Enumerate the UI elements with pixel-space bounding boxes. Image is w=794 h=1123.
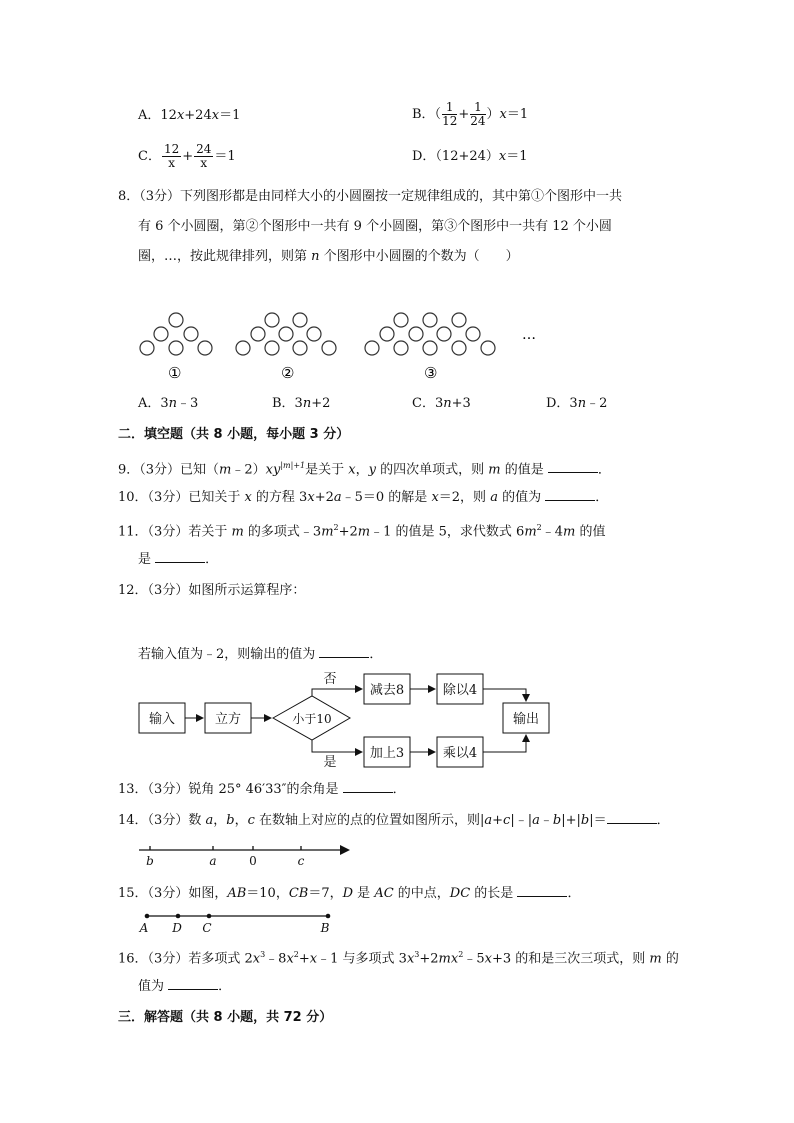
section-heading-fill-blank: 二．填空题（共 8 小题，每小题 3 分） — [118, 427, 350, 442]
small-circle — [437, 327, 451, 341]
fraction: $\frac{1}{12}$ — [442, 100, 458, 128]
q13: 13．（3分）锐角 25° 46′33″的余角是 ． — [118, 782, 406, 797]
small-circle — [251, 327, 265, 341]
q8-option-a: A．3n﹣3 — [138, 396, 199, 411]
small-circle — [169, 313, 183, 327]
arrow-icon — [340, 845, 350, 855]
point-label: A — [139, 921, 149, 935]
circle-pattern-figure — [130, 305, 550, 385]
small-circle — [452, 341, 466, 355]
small-circle — [409, 327, 423, 341]
answer-blank — [548, 460, 598, 473]
small-circle — [184, 327, 198, 341]
small-circle — [423, 341, 437, 355]
fraction: $\frac{1}{24}$ — [470, 100, 486, 128]
answer-blank — [607, 811, 657, 824]
small-circle — [452, 313, 466, 327]
yes-label: 是 — [323, 755, 337, 770]
point-label: D — [172, 921, 182, 935]
q16-line2: 值为 ． — [138, 979, 232, 994]
input-label: 输入 — [148, 712, 176, 727]
figure-label: ① — [168, 364, 182, 382]
q14: 14．（3分）数 a，b，c 在数轴上对应的点的位置如图所示，则|a+c|﹣|a﹣b|+|b|＝ ． — [118, 813, 670, 828]
q8-line2: 有 6 个小圆圈，第②个图形中一共有 9 个小圆圈，第③个图形中一共有 12 个小圆 — [138, 219, 612, 234]
q7-option-d: D．（12+24）x＝1 — [412, 149, 528, 164]
small-circle — [169, 341, 183, 355]
small-circle — [466, 327, 480, 341]
q8-line3: 圈，…，按此规律排列，则第 n 个图形中小圆圈的个数为（ ） — [138, 249, 519, 264]
ellipsis: … — [522, 327, 536, 343]
section-heading-solve: 三．解答题（共 8 小题，共 72 分） — [118, 1010, 333, 1025]
small-circle — [394, 341, 408, 355]
figure-label: ③ — [424, 364, 438, 382]
small-circle — [365, 341, 379, 355]
q8-option-c: C．3n+3 — [412, 396, 471, 411]
point-label: B — [320, 921, 330, 935]
no-label: 否 — [323, 672, 337, 687]
answer-blank — [168, 977, 218, 990]
fraction: $\frac{12}{x}$ — [163, 142, 180, 170]
figure-label: ② — [281, 364, 295, 382]
answer-blank — [319, 645, 369, 658]
q16-line1: 16．（3分）若多项式 $2x^3﹣8x^2+x﹣1$ 与多项式 $3x^3+2mx^2﹣5x+3$ 的和是三次三项式，则 m 的 — [118, 950, 679, 967]
add-3-label: 加上3 — [369, 746, 405, 761]
q10: 10．（3分）已知关于 x 的方程 3x+2a﹣5＝0 的解是 x＝2，则 a 的值为 ． — [118, 490, 609, 505]
small-circle — [481, 341, 495, 355]
q8-option-d: D．3n﹣2 — [546, 396, 608, 411]
answer-blank — [155, 550, 205, 563]
small-circle — [307, 327, 321, 341]
tick-label: b — [146, 854, 154, 868]
q7-option-a: A．12x+24x＝1 — [138, 108, 241, 123]
cube-label: 立方 — [214, 712, 242, 727]
multiply-4-label: 乘以4 — [442, 746, 478, 761]
small-circle — [423, 313, 437, 327]
tick-label: 0 — [249, 854, 257, 868]
point-label: C — [202, 921, 212, 935]
flowchart — [130, 668, 570, 776]
q11-line2: 是 ． — [138, 552, 219, 567]
small-circle — [322, 341, 336, 355]
small-circle — [380, 327, 394, 341]
small-circle — [394, 313, 408, 327]
divide-4-label: 除以4 — [442, 683, 478, 698]
small-circle — [154, 327, 168, 341]
q8-option-b: B．3n+2 — [272, 396, 331, 411]
answer-blank — [343, 780, 393, 793]
output-label: 输出 — [512, 712, 540, 727]
tick-label: c — [297, 854, 305, 868]
q7-option-b: B．（ $\frac{1}{12}$ + $\frac{1}{24}$ ）x＝1 — [412, 100, 529, 128]
small-circle — [265, 313, 279, 327]
subtract-8-label: 减去8 — [369, 683, 405, 698]
small-circle — [236, 341, 250, 355]
q8-line1: 8．（3分）下列图形都是由同样大小的小圆圈按一定规律组成的，其中第①个图形中一共 — [118, 189, 623, 204]
segment-figure — [135, 908, 345, 936]
small-circle — [265, 341, 279, 355]
number-line — [135, 840, 360, 870]
answer-blank — [545, 488, 595, 501]
small-circle — [279, 327, 293, 341]
q15: 15．（3分）如图，AB＝10，CB＝7，D 是 AC 的中点，DC 的长是 ． — [118, 886, 581, 901]
q9: 9．（3分）已知$(m﹣2)xy^{|m|+1}$是关于 x，y 的四次单项式，则 m 的值是 ． — [118, 461, 611, 478]
small-circle — [140, 341, 154, 355]
condition-label: 小于10 — [292, 712, 332, 726]
q7-option-c: C． $\frac{12}{x}$ + $\frac{24}{x}$ ＝1 — [138, 142, 236, 170]
tick-label: a — [209, 854, 217, 868]
small-circle — [293, 341, 307, 355]
fraction: $\frac{24}{x}$ — [196, 142, 212, 170]
small-circle — [293, 313, 307, 327]
answer-blank — [517, 884, 567, 897]
q12-title: 12．（3分）如图所示运算程序： — [118, 583, 306, 598]
q11-line1: 11．（3分）若关于 m 的多项式$﹣3m^2+2m﹣1$ 的值是 5，求代数式 $6m^2﹣4m$ 的值 — [118, 523, 606, 540]
small-circle — [198, 341, 212, 355]
q12-prompt: 若输入值为﹣2，则输出的值为 ． — [138, 647, 383, 662]
